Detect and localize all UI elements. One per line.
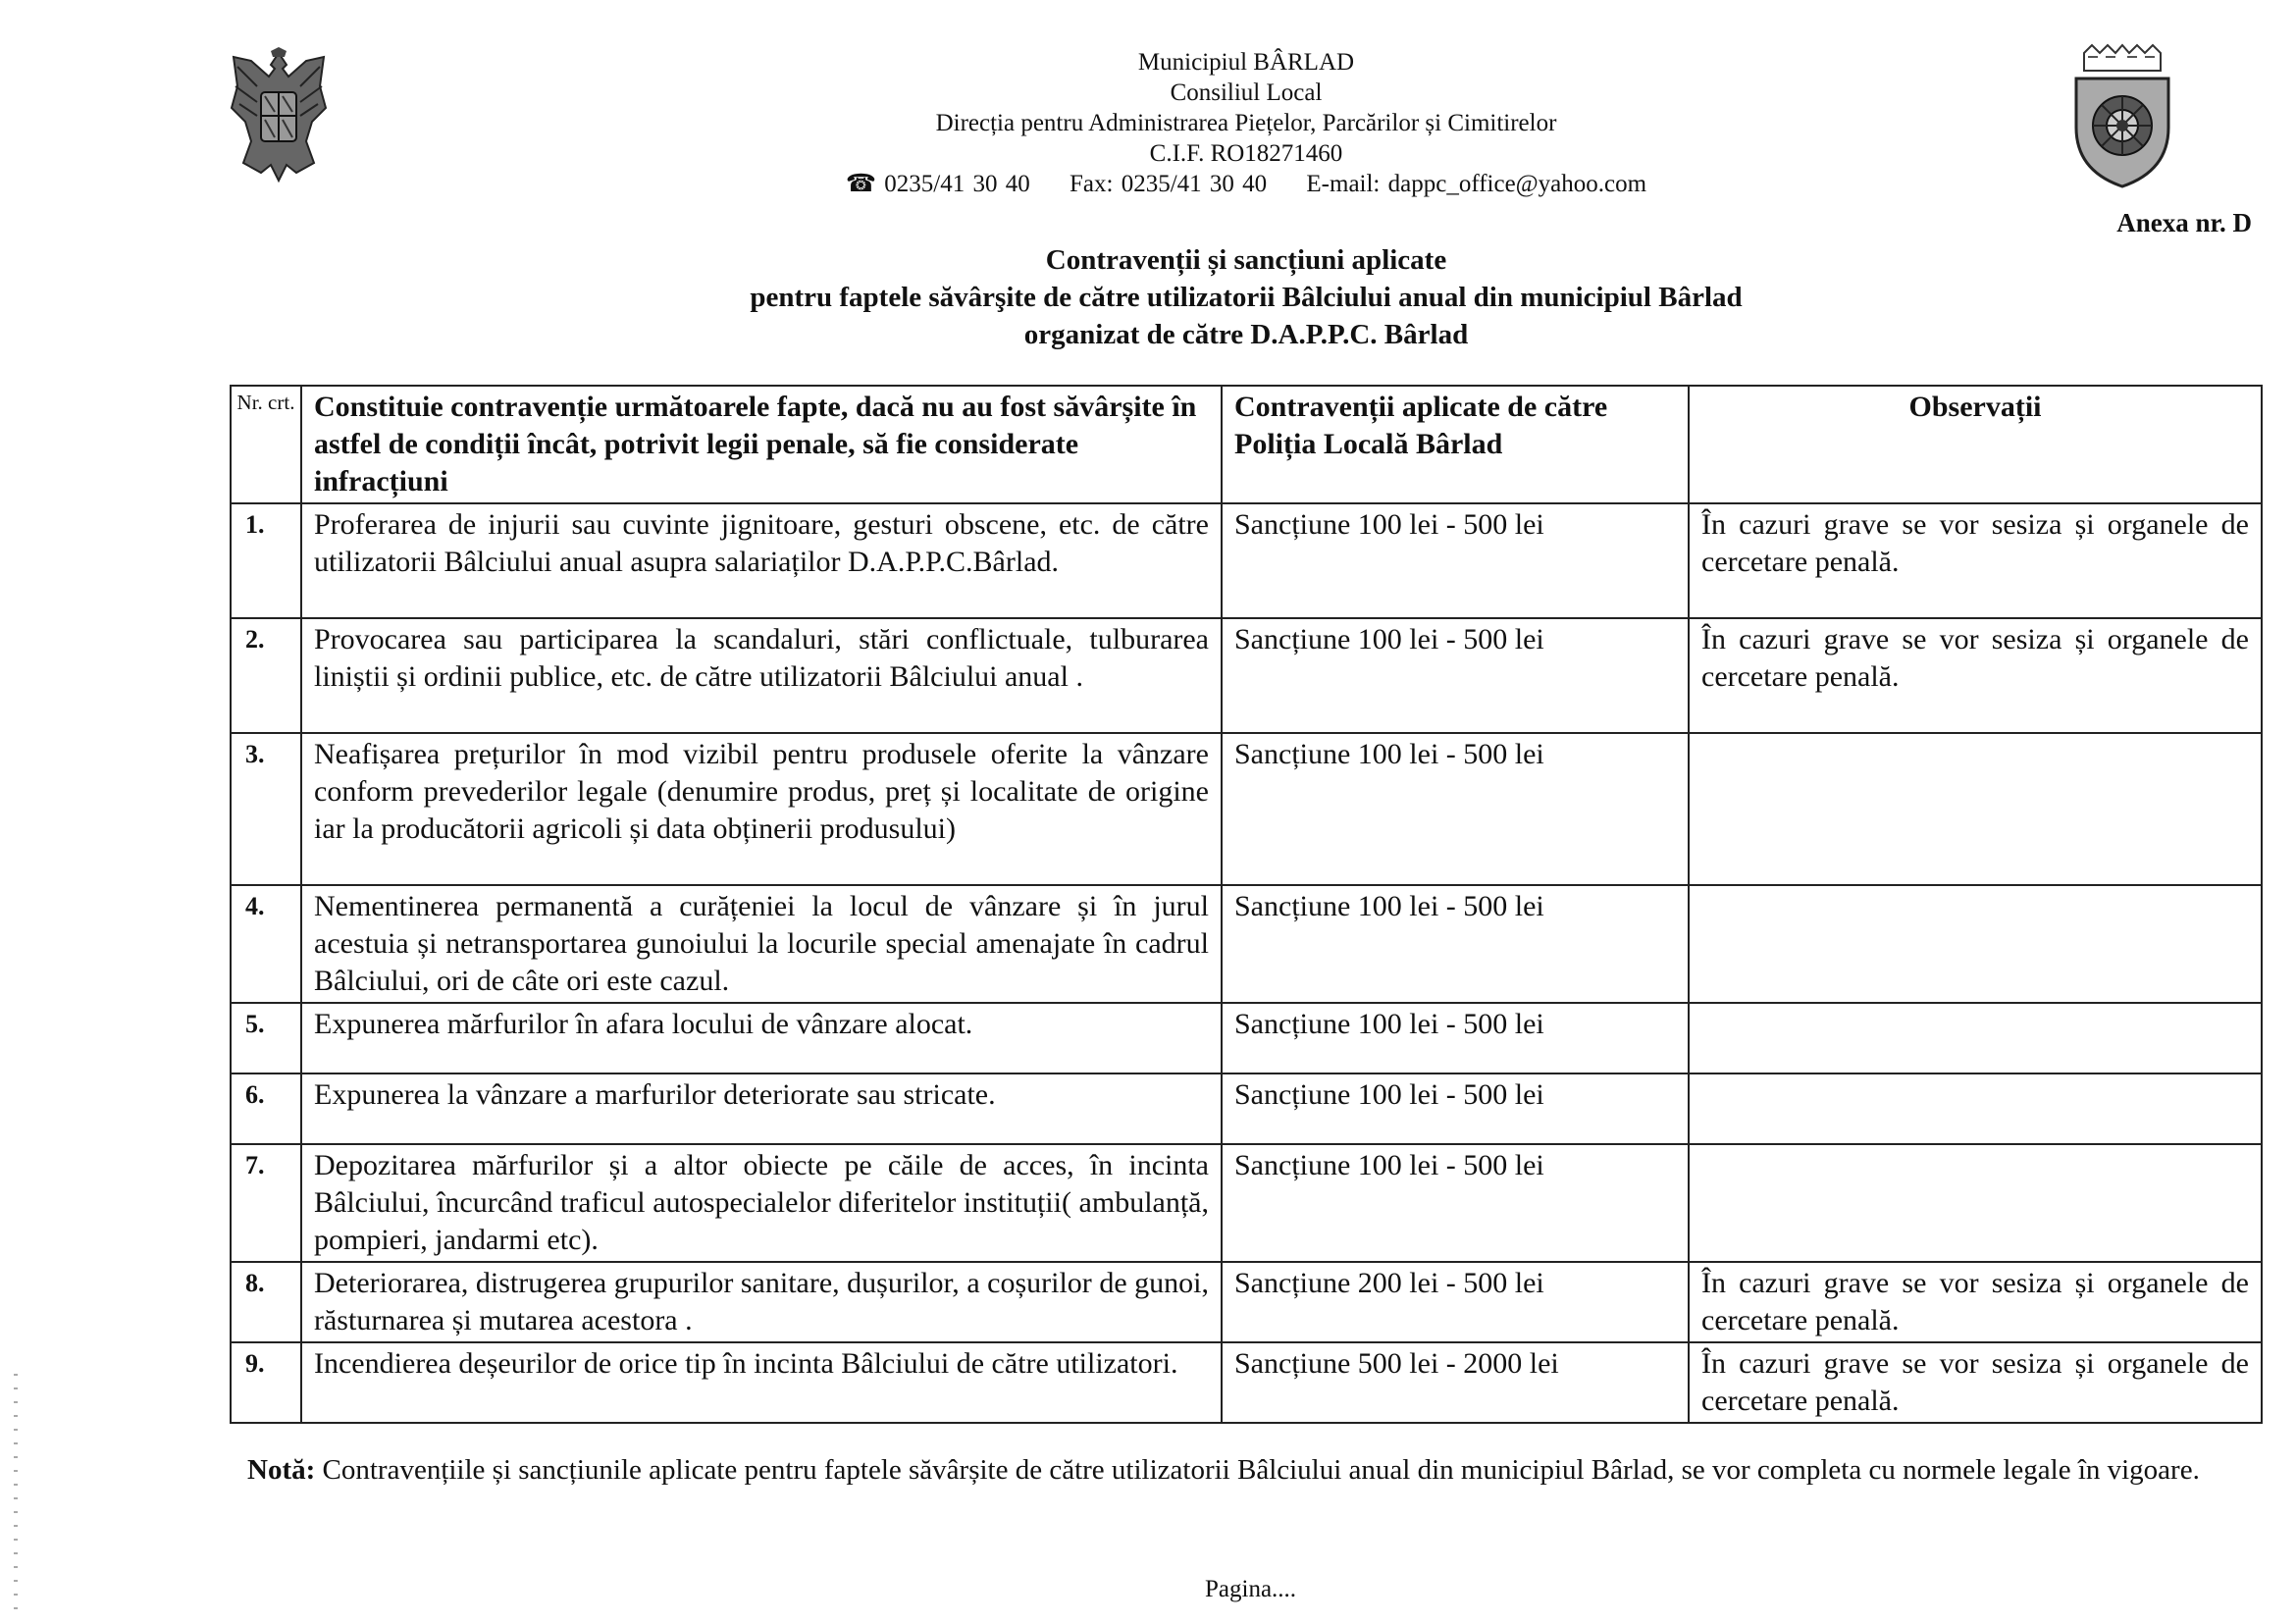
institution-line-1: Municipiul BÂRLAD xyxy=(1137,49,1355,76)
row-number: 3. xyxy=(231,733,301,885)
table-row xyxy=(231,1073,2262,1144)
header-nr: Nr. crt. xyxy=(231,386,301,503)
row-fact: Proferarea de injurii sau cuvinte jignitoare, gesturi obscene, etc. de către utilizatorii Bâlciului anual asupra salariaților D.A.P.P.C.Bârlad. xyxy=(301,503,1222,618)
row-number: 8. xyxy=(231,1262,301,1342)
row-fact: Neafișarea prețurilor în mod vizibil pentru produsele oferite la vânzare conform prevederilor legale (denumire produs, preț și localitate de origine iar la producătorii agricoli și data obținerii produsului) xyxy=(301,733,1222,885)
row-sanction: Sancțiune 100 lei - 500 lei xyxy=(1222,733,1689,885)
row-observation xyxy=(1689,1003,2262,1073)
header-fact: Constituie contravenție următoarele fapte, dacă nu au fost săvârșite în astfel de condiții încât, potrivit legii penale, să fie considerate infracțiuni xyxy=(301,386,1222,503)
row-fact: Expunerea mărfurilor în afara locului de vânzare alocat. xyxy=(301,1003,1222,1073)
annex-label: Anexa nr. D xyxy=(2116,208,2252,237)
row-sanction: Sancțiune 100 lei - 500 lei xyxy=(1222,618,1689,733)
scan-edge-marks xyxy=(14,1374,18,1609)
romania-coat-of-arms-icon xyxy=(228,47,330,186)
contraventions-table xyxy=(230,385,2263,1424)
note-text: Contravențiile și sancțiunile aplicate pentru faptele săvârșite de către utilizatorii Bâlciului anual din municipiul Bârlad, se vor completa cu normele legale în vigoare. xyxy=(322,1454,2200,1486)
fax-number: Fax: 0235/41 30 40 xyxy=(1070,171,1268,197)
row-sanction: Sancțiune 200 lei - 500 lei xyxy=(1222,1262,1689,1342)
table-row xyxy=(231,1144,2262,1262)
row-fact: Expunerea la vânzare a marfurilor deteriorate sau stricate. xyxy=(301,1073,1222,1144)
title-line-3: organizat de către D.A.P.P.C. Bârlad xyxy=(1023,319,1469,350)
table-row xyxy=(231,733,2262,885)
fiscal-code: C.I.F. RO18271460 xyxy=(1149,140,1343,167)
row-sanction: Sancțiune 500 lei - 2000 lei xyxy=(1222,1342,1689,1423)
email-address: E-mail: dappc_office@yahoo.com xyxy=(1306,171,1647,197)
row-number: 9. xyxy=(231,1342,301,1423)
row-sanction: Sancțiune 100 lei - 500 lei xyxy=(1222,1003,1689,1073)
row-fact: Depozitarea mărfurilor și a altor obiecte pe căile de acces, în incinta Bâlciului, încurcând traficul autospecialelor diferitelor instituții( ambulanță, pompieri, jandarmi etc). xyxy=(301,1144,1222,1262)
row-fact: Provocarea sau participarea la scandaluri, stări conflictuale, tulburarea liniștii și ordinii publice, etc. de către utilizatorii Bâlciului anual . xyxy=(301,618,1222,733)
table-row xyxy=(231,1003,2262,1073)
row-observation xyxy=(1689,1144,2262,1262)
table-row xyxy=(231,1262,2262,1342)
row-observation: În cazuri grave se vor sesiza și organele de cercetare penală. xyxy=(1689,503,2262,618)
header-sanction: Contravenții aplicate de către Poliția Locală Bârlad xyxy=(1222,386,1689,503)
row-observation xyxy=(1689,885,2262,1003)
row-sanction: Sancțiune 100 lei - 500 lei xyxy=(1222,1073,1689,1144)
row-sanction: Sancțiune 100 lei - 500 lei xyxy=(1222,885,1689,1003)
table-row xyxy=(231,618,2262,733)
row-number: 1. xyxy=(231,503,301,618)
header-observations: Observații xyxy=(1689,386,2262,503)
table-header-row xyxy=(231,386,2262,503)
row-observation: În cazuri grave se vor sesiza și organele de cercetare penală. xyxy=(1689,1342,2262,1423)
institution-line-3: Direcția pentru Administrarea Piețelor, Parcărilor și Cimitirelor xyxy=(935,110,1557,136)
row-observation xyxy=(1689,1073,2262,1144)
footnote xyxy=(247,1450,2259,1490)
row-observation: În cazuri grave se vor sesiza și organele de cercetare penală. xyxy=(1689,618,2262,733)
institution-line-2: Consiliul Local xyxy=(1170,79,1323,106)
row-fact: Incendierea deșeurilor de orice tip în incinta Bâlciului de către utilizatori. xyxy=(301,1342,1222,1423)
row-observation xyxy=(1689,733,2262,885)
row-number: 2. xyxy=(231,618,301,733)
contact-line xyxy=(687,169,1805,199)
row-fact: Nementinerea permanentă a curățeniei la locul de vânzare și în jurul acestuia și netransportarea gunoiului la locurile special amenajate în cadrul Bâlciului, ori de câte ori este cazul. xyxy=(301,885,1222,1003)
note-label: Notă: xyxy=(247,1454,316,1486)
table-row xyxy=(231,503,2262,618)
row-observation: În cazuri grave se vor sesiza și organele de cercetare penală. xyxy=(1689,1262,2262,1342)
letterhead xyxy=(687,47,1805,199)
row-number: 5. xyxy=(231,1003,301,1073)
table-row xyxy=(231,1342,2262,1423)
row-number: 4. xyxy=(231,885,301,1003)
row-sanction: Sancțiune 100 lei - 500 lei xyxy=(1222,503,1689,618)
row-sanction: Sancțiune 100 lei - 500 lei xyxy=(1222,1144,1689,1262)
row-number: 6. xyxy=(231,1073,301,1144)
barlad-crest-icon xyxy=(2070,43,2174,190)
row-number: 7. xyxy=(231,1144,301,1262)
page-footer: Pagina.... xyxy=(1205,1576,1297,1602)
row-fact: Deteriorarea, distrugerea grupurilor sanitare, dușurilor, a coșurilor de gunoi, răsturnarea și mutarea acestora . xyxy=(301,1262,1222,1342)
title-line-2: pentru faptele săvârşite de către utilizatorii Bâlciului anual din municipiul Bârlad xyxy=(750,282,1743,313)
phone-number: ☎ 0235/41 30 40 xyxy=(845,171,1030,197)
table-row xyxy=(231,885,2262,1003)
title-line-1: Contravenții și sancțiuni aplicate xyxy=(1045,244,1447,276)
document-title xyxy=(530,241,1962,353)
